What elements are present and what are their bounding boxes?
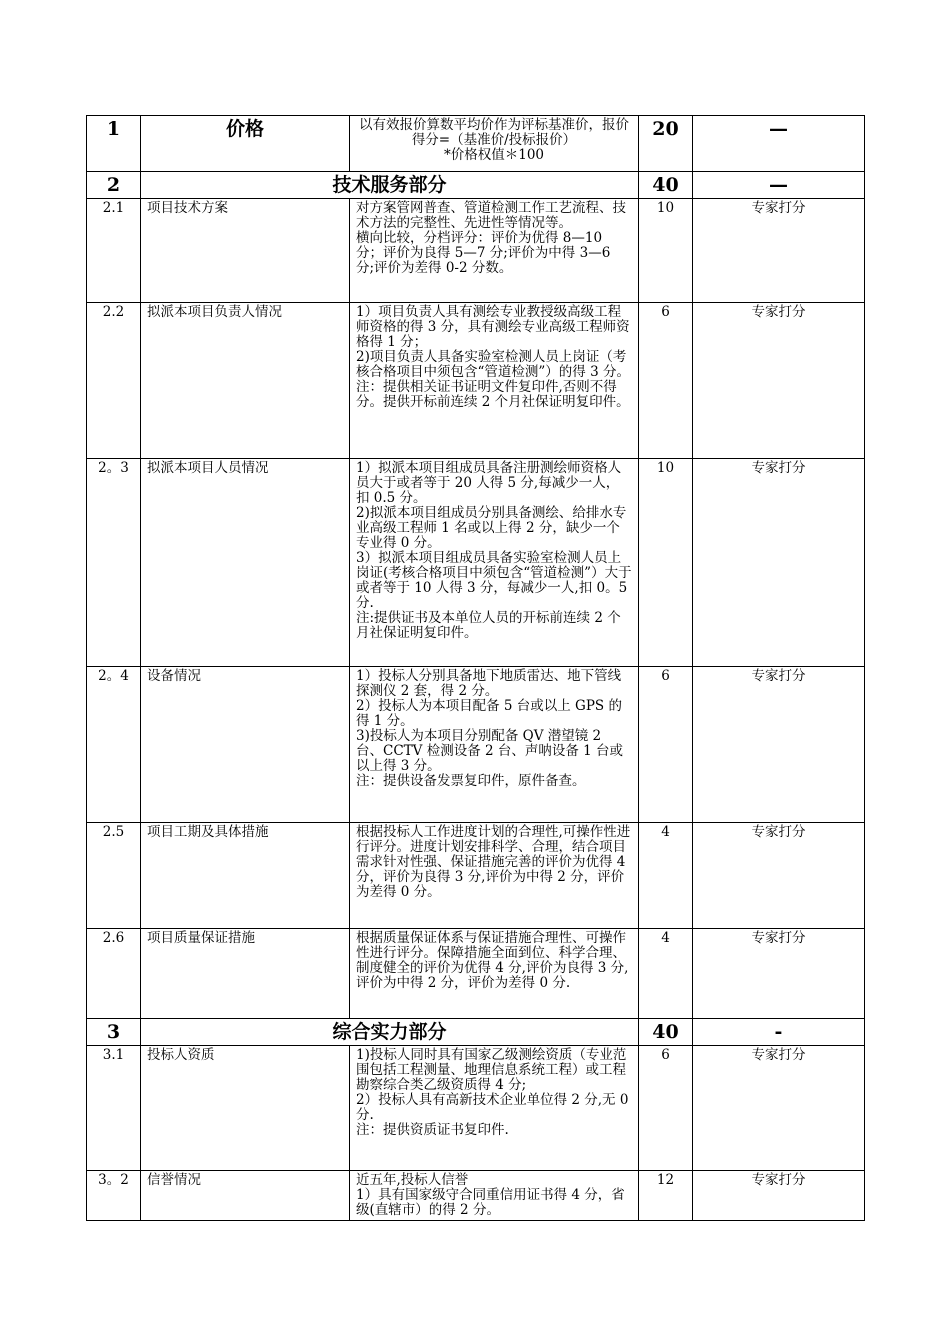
criteria-line: 1）项目负责人具有测绘专业教授级高级工程师资格的得 3 分，具有测绘专业高级工程师资格得 1 分； bbox=[356, 304, 630, 350]
criteria-line: 2)拟派本项目组成员分别具备测绘、给排水专业高级工程师 1 名或以上得 2 分，缺少一个专业得 0 分。 bbox=[356, 505, 627, 551]
criteria-line: 3）拟派本项目组成员具备实验室检测人员上岗证(考核合格项目中须包含“管道检测”）大于或者等于 10 人得 3 分，每减少一人,扣 0。5 分. bbox=[356, 550, 632, 611]
max-score: 4 bbox=[639, 929, 693, 1019]
item-name: 信誉情况 bbox=[141, 1171, 350, 1221]
item-name: 项目质量保证措施 bbox=[141, 929, 350, 1019]
max-score: 40 bbox=[639, 172, 693, 199]
scoring-method: 专家打分 bbox=[693, 1046, 865, 1171]
scoring-criteria bbox=[350, 667, 639, 823]
criteria-line: 1）具有国家级守合同重信用证书得 4 分，省级(直辖市）的得 2 分。 bbox=[356, 1187, 625, 1218]
item-number: 3 bbox=[87, 1019, 141, 1046]
criteria-line: 3)投标人为本项目分别配备 QV 潜望镜 2 台、CCTV 检测设备 2 台、声呐设备 1 台或以上得 3 分。 bbox=[356, 728, 624, 774]
criteria-line: 以有效报价算数平均价作为评标基准价，报价得分=（基准价/投标报价） bbox=[359, 117, 629, 148]
scoring-criteria bbox=[350, 116, 639, 172]
scoring-method: 专家打分 bbox=[693, 459, 865, 667]
scoring-table-body bbox=[87, 116, 865, 1221]
max-score: 6 bbox=[639, 1046, 693, 1171]
criteria-line: 对方案管网普查、管道检测工作工艺流程、技术方法的完整性、先进性等情况等。 bbox=[356, 200, 626, 231]
scoring-table bbox=[86, 115, 865, 1221]
item-name: 设备情况 bbox=[141, 667, 350, 823]
criteria-line: 根据质量保证体系与保证措施合理性、可操作性进行评分。保障措施全面到位、科学合理、制度健全的评价为优得 4 分,评价为良得 3 分,评价为中得 2 分，评价为差得 0 分. bbox=[356, 930, 629, 991]
item-number: 2.6 bbox=[87, 929, 141, 1019]
item-name: 项目技术方案 bbox=[141, 199, 350, 303]
scoring-criteria bbox=[350, 823, 639, 929]
max-score: 10 bbox=[639, 459, 693, 667]
criteria-line: 注:提供证书及本单位人员的开标前连续 2 个月社保证明复印件。 bbox=[356, 610, 621, 641]
item-name: 项目工期及具体措施 bbox=[141, 823, 350, 929]
max-score: 4 bbox=[639, 823, 693, 929]
criteria-line: 近五年,投标人信誉 bbox=[356, 1172, 469, 1188]
table-row bbox=[87, 1019, 865, 1046]
scoring-criteria bbox=[350, 199, 639, 303]
item-name: 投标人资质 bbox=[141, 1046, 350, 1171]
max-score: 20 bbox=[639, 116, 693, 172]
item-name: 技术服务部分 bbox=[141, 172, 639, 199]
item-number: 1 bbox=[87, 116, 141, 172]
criteria-line: 注：提供资质证书复印件. bbox=[356, 1122, 509, 1138]
scoring-method: 专家打分 bbox=[693, 823, 865, 929]
item-name: 综合实力部分 bbox=[141, 1019, 639, 1046]
table-row bbox=[87, 116, 865, 172]
criteria-line: *价格权值＊100 bbox=[443, 147, 545, 163]
scoring-criteria bbox=[350, 929, 639, 1019]
max-score: 12 bbox=[639, 1171, 693, 1221]
criteria-line: 2)项目负责人具备实验室检测人员上岗证（考核合格项目中须包含“管道检测”）的得 3 分。 bbox=[356, 349, 630, 380]
table-row bbox=[87, 172, 865, 199]
max-score: 40 bbox=[639, 1019, 693, 1046]
table-row bbox=[87, 303, 865, 459]
criteria-line: 根据投标人工作进度计划的合理性,可操作性进行评分。进度计划安排科学、合理，结合项目需求针对性强、保证措施完善的评价为优得 4 分，评价为良得 3 分,评价为中得 2 分，评价为差得 0 分。 bbox=[356, 824, 631, 900]
criteria-line: 注：提供设备发票复印件，原件备查。 bbox=[356, 773, 586, 789]
scoring-method: 专家打分 bbox=[693, 199, 865, 303]
table-row bbox=[87, 459, 865, 667]
scoring-criteria bbox=[350, 1171, 639, 1221]
item-name: 价格 bbox=[141, 116, 350, 172]
item-number: 2.2 bbox=[87, 303, 141, 459]
criteria-line: 注：提供相关证书证明文件复印件,否则不得分。提供开标前连续 2 个月社保证明复印件。 bbox=[356, 379, 630, 410]
scoring-method: — bbox=[693, 116, 865, 172]
criteria-line: 2）投标人为本项目配备 5 台或以上 GPS 的得 1 分。 bbox=[356, 698, 622, 729]
item-number: 2。3 bbox=[87, 459, 141, 667]
item-number: 2。4 bbox=[87, 667, 141, 823]
criteria-line: 1）投标人分别具备地下地质雷达、地下管线探测仪 2 套，得 2 分。 bbox=[356, 668, 622, 699]
scoring-method: 专家打分 bbox=[693, 303, 865, 459]
item-name: 拟派本项目人员情况 bbox=[141, 459, 350, 667]
scoring-method: 专家打分 bbox=[693, 929, 865, 1019]
scoring-criteria bbox=[350, 459, 639, 667]
table-row bbox=[87, 667, 865, 823]
item-number: 2.5 bbox=[87, 823, 141, 929]
scoring-method: - bbox=[693, 1019, 865, 1046]
criteria-line: 横向比较，分档评分：评价为优得 8—10 分；评价为良得 5—7 分;评价为中得 3—6 分;评价为差得 0-2 分数。 bbox=[356, 230, 611, 276]
criteria-line: 1）拟派本项目组成员具备注册测绘师资格人员大于或者等于 20 人得 5 分,每减少一人，扣 0.5 分。 bbox=[356, 460, 622, 506]
scoring-criteria bbox=[350, 1046, 639, 1171]
table-row bbox=[87, 823, 865, 929]
max-score: 6 bbox=[639, 303, 693, 459]
table-row bbox=[87, 1171, 865, 1221]
table-row bbox=[87, 929, 865, 1019]
max-score: 10 bbox=[639, 199, 693, 303]
item-number: 3.1 bbox=[87, 1046, 141, 1171]
item-number: 2 bbox=[87, 172, 141, 199]
scoring-method: — bbox=[693, 172, 865, 199]
scoring-criteria bbox=[350, 303, 639, 459]
max-score: 6 bbox=[639, 667, 693, 823]
item-number: 3。2 bbox=[87, 1171, 141, 1221]
criteria-line: 2）投标人具有高新技术企业单位得 2 分,无 0 分. bbox=[356, 1092, 629, 1123]
scoring-method: 专家打分 bbox=[693, 667, 865, 823]
table-row bbox=[87, 1046, 865, 1171]
table-row bbox=[87, 199, 865, 303]
scoring-method: 专家打分 bbox=[693, 1171, 865, 1221]
item-name: 拟派本项目负责人情况 bbox=[141, 303, 350, 459]
criteria-line: 1)投标人同时具有国家乙级测绘资质（专业范围包括工程测量、地理信息系统工程）或工程勘察综合类乙级资质得 4 分; bbox=[356, 1047, 627, 1093]
item-number: 2.1 bbox=[87, 199, 141, 303]
